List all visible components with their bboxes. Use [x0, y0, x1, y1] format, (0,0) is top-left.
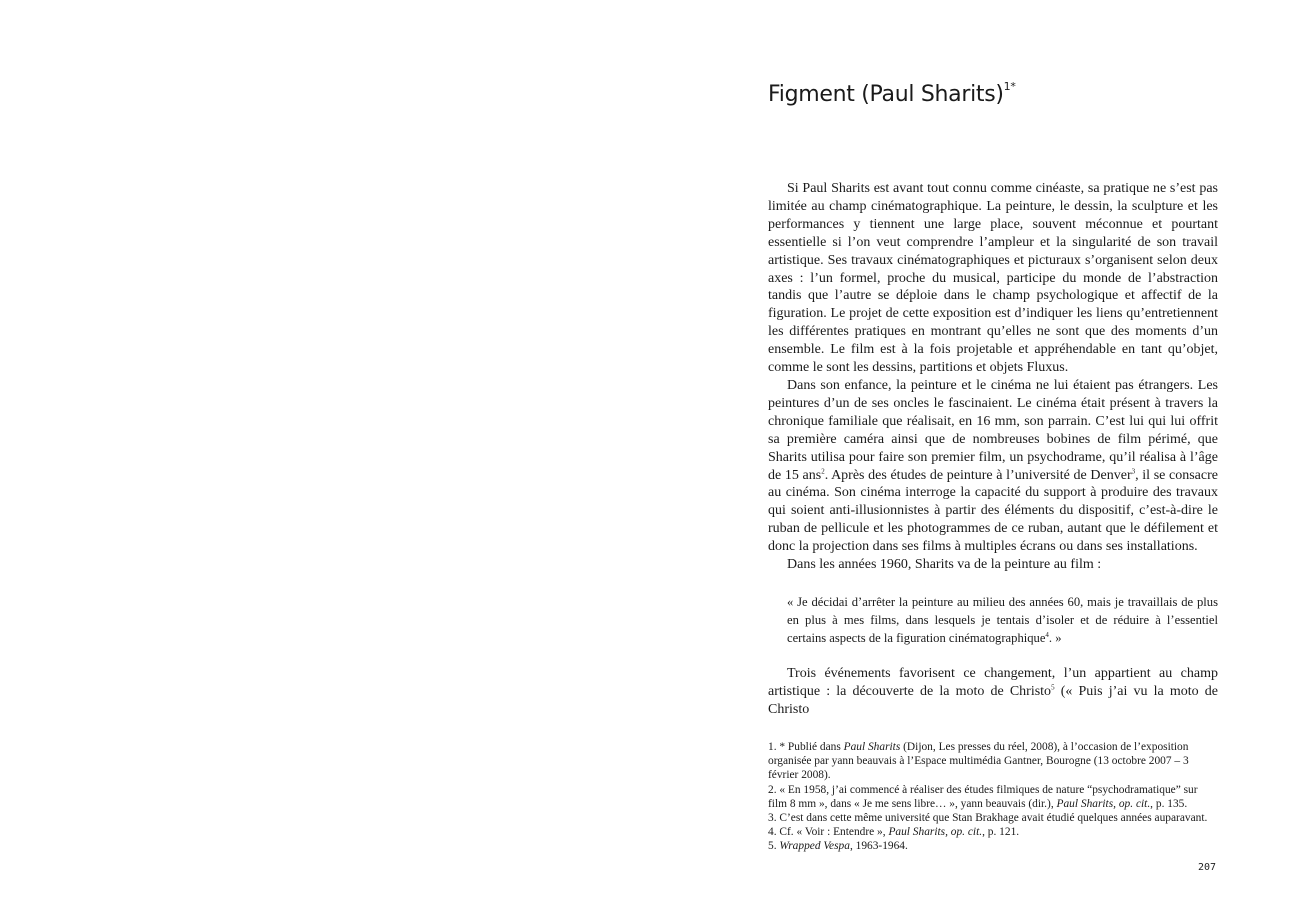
footnote-4-text-b: , p. 121. — [982, 826, 1020, 839]
footnote-ref-3: 3 — [1131, 466, 1136, 475]
footnote-2-text-a: 2. « En 1958, j’ai commencé à réaliser des études filmiques de nature “psychodramatique” sur film 8 mm », dans « Je me sens libre… », yann beauvais (dir.), — [768, 783, 1198, 810]
footnote-4-text-a: 4. Cf. « Voir : Entendre », — [768, 826, 889, 839]
body-text — [768, 180, 1218, 719]
block-quote-text: « Je décidai d’arrêter la peinture au milieu des années 60, mais je travaillais de plus en plus à mes films, dans lesquels je tentais d’isoler et de réduire à l’essentiel certains aspects de la figuration cinématographique — [787, 594, 1218, 645]
block-quote-end: . » — [1048, 630, 1062, 645]
footnote-5-text-b: , 1963-1964. — [849, 840, 908, 853]
footnote-2-text-b: , p. 135. — [1150, 797, 1188, 810]
footnote-5-title: Wrapped Vespa — [779, 840, 850, 853]
footnote-2-title: Paul Sharits, op. cit. — [1056, 797, 1151, 810]
footnote-ref-2: 2 — [821, 466, 825, 475]
paragraph-2-part-c: , il se consacre au cinéma. Son cinéma interroge la capacité du support à produire des travaux qui soient anti-illusionnistes à partir des éléments du dispositif, c’est-à-dire le ruban de pellicule et les photogrammes de ce ruban, autant que le défilement et donc la projection dans ses films à multiples écrans ou dans ses installations. — [768, 467, 1218, 555]
paragraph-3: Dans les années 1960, Sharits va de la peinture au film : — [787, 557, 1102, 573]
footnote-1-title: Paul Sharits — [843, 741, 901, 753]
footnote-2 — [768, 783, 1218, 811]
block-quote — [787, 593, 1218, 647]
chapter-title-footnote-mark: 1* — [1003, 79, 1016, 93]
paragraph-1: Si Paul Sharits est avant tout connu comme cinéaste, sa pratique ne s’est pas limitée au champ cinématographique. La peinture, le dessin, la sculpture et les performances y tiennent une large place, souvent méconnue et pourtant essentielle si l’on veut comprendre l’ampleur et la singularité de son travail artistique. Ses travaux cinématographiques et picturaux s’organisent selon deux axes : l’un formel, proche du musical, participe du monde de l’abstraction tandis que l’autre se déploie dans le champ psychologique et affectif de la figuration. Le projet de cette exposition est d’indiquer les liens qu’entretiennent les différentes pratiques en montrant qu’elles ne sont que des moments d’un ensemble. Le film est à la fois projetable et appréhendable en tant qu’objet, comme le sont les dessins, partitions et objets Fluxus. — [768, 181, 1218, 376]
paragraph-4-text: Trois événements favorisent ce changement, l’un appartient au champ artistique : la découverte de la moto de Christo — [768, 665, 1218, 699]
footnote-ref-5: 5 — [1051, 683, 1055, 692]
paragraph-2 — [768, 377, 1218, 556]
footnote-5 — [768, 839, 1218, 853]
footnote-3: 3. C’est dans cette même université que Stan Brakhage avait étudié quelques années auparavant. — [768, 812, 1208, 825]
footnotes — [768, 740, 1218, 854]
footnote-4 — [768, 825, 1218, 839]
chapter-title-text: Figment (Paul Sharits) — [768, 82, 1004, 107]
chapter-title — [768, 79, 1016, 107]
footnote-1-text-b: (Dijon, Les presses du réel, 2008), à l’occasion de l’exposition organisée par yann beauvais à l’Espace multimédia Gantner, Bourogne (13 octobre 2007 – 3 février 2008). — [768, 741, 1189, 782]
footnote-ref-4: 4 — [1045, 630, 1049, 639]
footnote-1-text-a: 1. * Publié dans — [768, 741, 844, 753]
paragraph-4 — [768, 665, 1218, 719]
page-number: 207 — [1198, 862, 1217, 873]
footnote-4-title: Paul Sharits, op. cit. — [888, 826, 983, 839]
footnote-1 — [768, 740, 1218, 783]
footnote-5-text-a: 5. — [768, 840, 780, 853]
paragraph-2-part-b: . Après des études de peinture à l’université de Denver — [824, 467, 1132, 483]
paragraph-2-part-a: Dans son enfance, la peinture et le cinéma ne lui étaient pas étrangers. Les peintures d’un de ses oncles le fascinaient. Le cinéma était présent à travers la chronique familiale que réalisait, en 16 mm, son parrain. C’est lui qui lui offrit sa première caméra ainsi que de nombreuses bobines de film périmé, que Sharits utilisa pour faire son premier film, un psychodrame, qu’il réalisa à l’âge de 15 ans — [768, 377, 1218, 483]
paragraph-4-end: (« Puis j’ai vu la moto de Christo — [768, 683, 1218, 717]
